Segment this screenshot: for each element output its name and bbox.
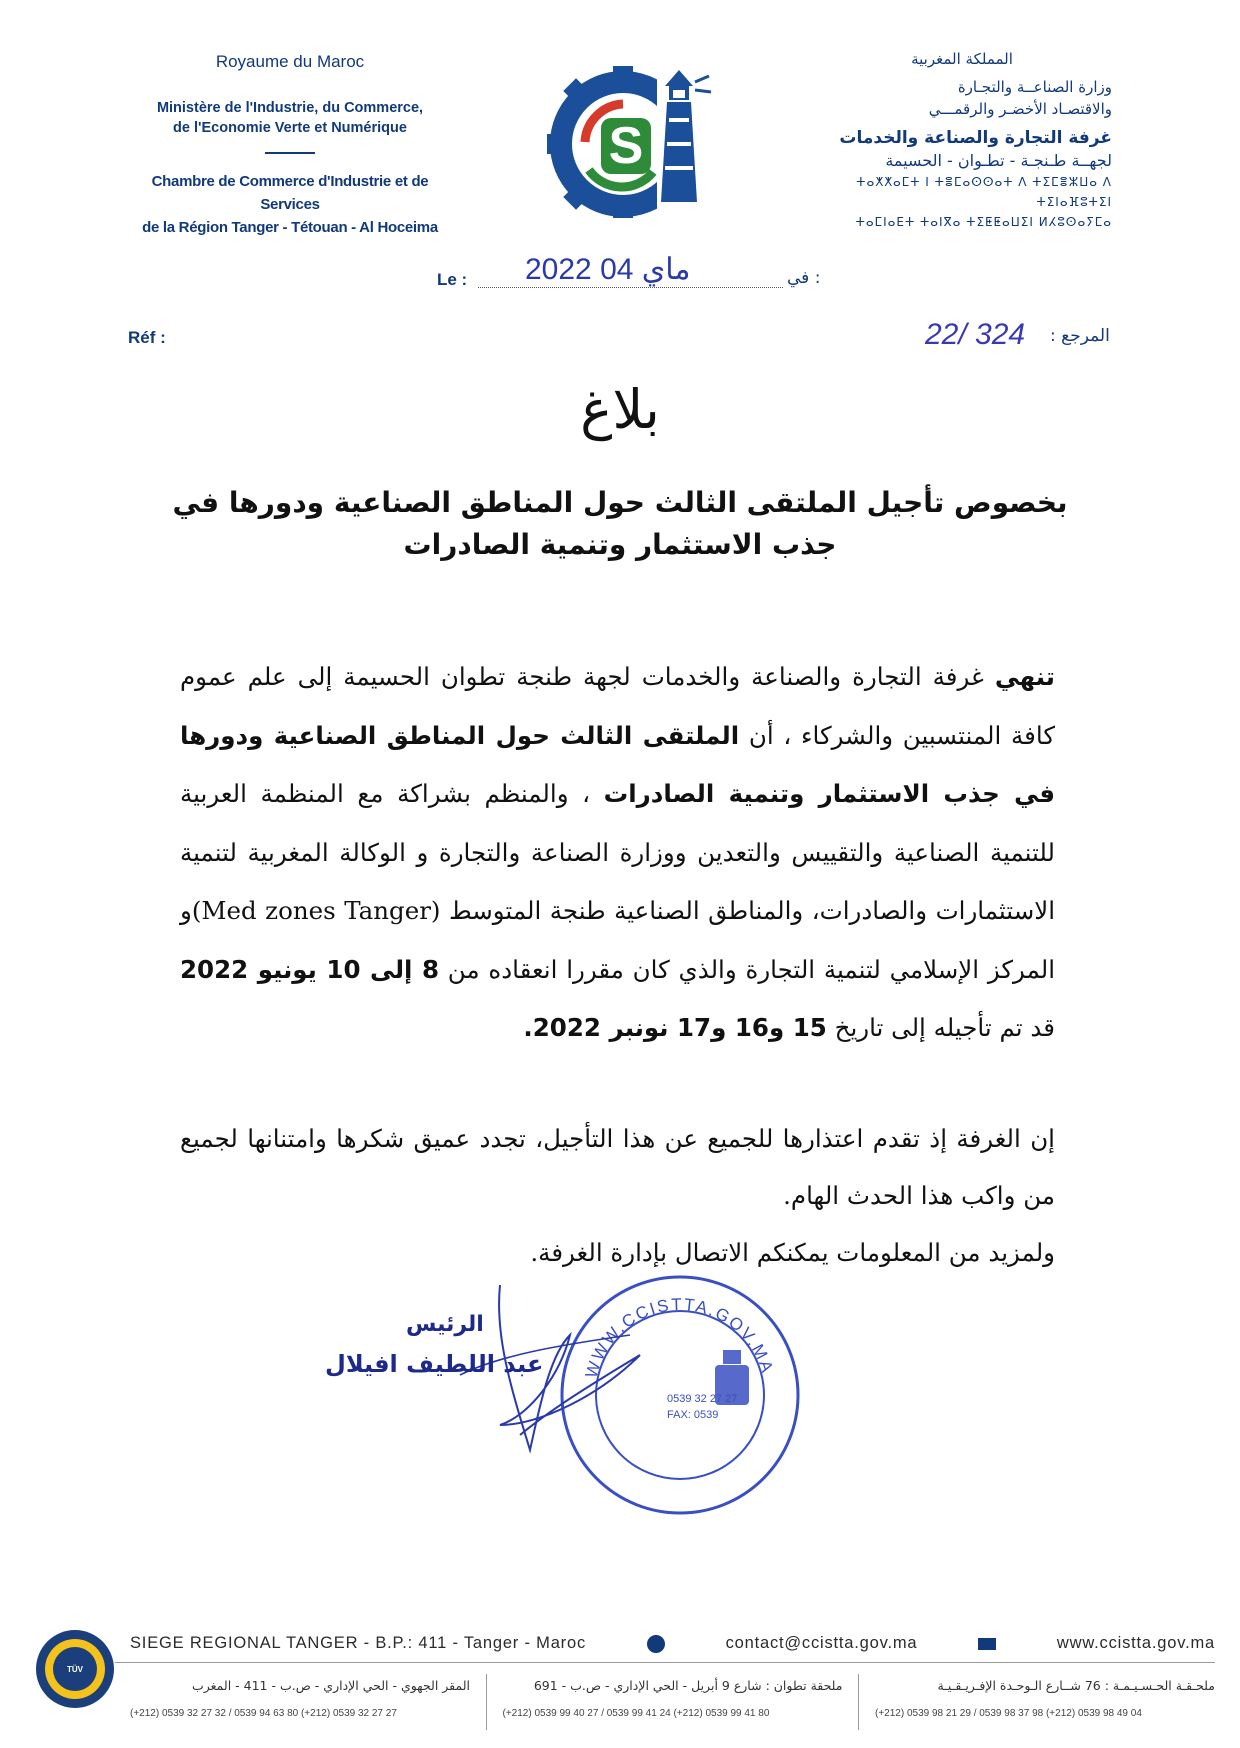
ref-label-ar: : المرجع — [1050, 326, 1110, 346]
date-handwritten: 2022 ماي 04 — [525, 253, 691, 286]
body-p1-b: ، والمنظم بشراكة مع المنظمة العربية للتنمية الصناعية والتقييس والتعدين ووزارة الصناعة والتجارة و الوكالة المغربية لتنمية الاستثمارات والصادرات، والمناطق الصناعية طنجة المتوسط (Med zones Tanger)و المركز الإسلامي لتنمية التجارة والذي كان مقررا انعقاده من — [180, 779, 1056, 984]
body-p1-c: قد تم تأجيله إلى تاريخ — [826, 1013, 1055, 1042]
office-tetouan-address: ملحقة تطوان : شارع 9 أبريل - الحي الإداري - ص.ب - 691 — [533, 1678, 843, 1693]
footer-column-separator — [858, 1674, 859, 1730]
body-event-name: الملتقى الثالث حول المناطق الصناعية ودورها في جذب الاستثمار وتنمية الصادرات — [180, 720, 1055, 808]
tifinagh-line1: ⵜⴰⵅⵅⴰⵎⵜ ⵏ ⵜⴻⵎⴰⵙⵙⴰⵜ ⴷ ⵜⵉⵎⴻⵣⵡⴰ ⴷ ⵜⵉⵏⴰⴼⵓⵜⵉⵏ — [856, 175, 1112, 209]
ministry-fr-line1: Ministère de l'Industrie, du Commerce, — [156, 100, 424, 116]
footer-divider — [115, 1662, 1215, 1663]
svg-text:S: S — [608, 117, 644, 175]
office-tanger-address: المقر الجهوي - الحي الإداري - ص.ب - 411 - المغرب — [191, 1678, 470, 1693]
ministry-ar-line2: والاقتصـاد الأخضـر والرقمـــي — [928, 100, 1112, 118]
ministry-fr-line2: de l'Economie Verte et Numérique — [173, 120, 407, 136]
ref-handwritten: 22/ 324 — [925, 318, 1026, 351]
body-new-dates: 15 و16 و17 نونبر 2022. — [523, 1013, 827, 1042]
chamber-logo-icon — [545, 52, 715, 222]
letterhead-ar — [812, 50, 1112, 232]
body-p1-a: غرفة التجارة والصناعة والخدمات لجهة طنجة تطوان الحسيمة إلى علم عموم كافة المنتسبين والشركاء ، أن — [180, 662, 1055, 750]
signatory-name: عبد اللطيف افيلال — [325, 1350, 544, 1378]
kingdom-ar: المملكة المغربية — [911, 50, 1013, 68]
chamber-fr-line2: de la Région Tanger - Tétouan - Al Hoceima — [142, 219, 438, 236]
stamp-tel: 0539 32 27 27 — [667, 1393, 738, 1405]
footer-office-hoceima — [875, 1672, 1215, 1730]
date-label-ar: في : — [787, 268, 821, 288]
body-paragraph-2 — [180, 1110, 1055, 1281]
footer-website[interactable]: www.ccistta.gov.ma — [1056, 1634, 1215, 1652]
body-contact: ولمزيد من المعلومات يمكنكم الاتصال بإدارة الغرفة. — [530, 1238, 1055, 1267]
chamber-ar-line2: لجهــة طـنجـة - تطـوان - الحسيمة — [885, 151, 1112, 170]
office-tetouan-phones: (+212) 0539 99 40 27 / 0539 99 41 24 (+212) 0539 99 41 80 — [502, 1708, 770, 1719]
office-hoceima-phones: (+212) 0539 98 21 29 / 0539 98 37 98 (+212) 0539 98 49 04 — [875, 1708, 1142, 1719]
ministry-ar-line1: وزارة الصناعــة والتجـارة — [957, 78, 1112, 96]
body-paragraph-1 — [180, 648, 1055, 1058]
document-subject: بخصوص تأجيل الملتقى الثالث حول المناطق الصناعية ودورها في جذب الاستثمار وتنمية الصادرات — [172, 486, 1068, 561]
kingdom-fr: Royaume du Maroc — [215, 52, 365, 71]
letterhead-fr — [130, 52, 450, 239]
footer-email[interactable]: contact@ccistta.gov.ma — [725, 1634, 918, 1652]
mail-icon — [978, 1638, 996, 1650]
iso-certification-badge — [34, 1628, 116, 1710]
stamp-fax: FAX: 0539 — [667, 1409, 719, 1421]
footer-office-tetouan — [503, 1672, 843, 1730]
office-hoceima-address: ملحـقـة الحـسـيـمـة : 76 شــارع الـوحـدة الإفـريـقـيـة — [937, 1678, 1215, 1693]
footer-contact-bar — [130, 1634, 1215, 1653]
date-label-fr: Le : — [437, 270, 468, 289]
footer-column-separator — [486, 1674, 487, 1730]
chamber-ar-line1: غرفة التجارة والصناعة والخدمات — [839, 128, 1112, 148]
body-lead: تنهي — [994, 662, 1055, 691]
svg-text:TÜV: TÜV — [67, 1665, 83, 1674]
chamber-fr-line1: Chambre de Commerce d'Industrie et de Services — [151, 173, 429, 213]
footer-office-tanger — [130, 1672, 470, 1730]
footer-siege: SIEGE REGIONAL TANGER - B.P.: 411 - Tanger - Maroc — [130, 1634, 587, 1652]
date-dotted-line — [478, 287, 783, 288]
body-original-dates: 8 إلى 10 يونيو 2022 — [180, 954, 440, 984]
header-divider — [265, 152, 315, 154]
document-title: بلاغ — [580, 378, 660, 441]
ref-label-fr: Réf : — [128, 328, 166, 347]
body-apology: إن الغرفة إذ تقدم اعتذارها للجميع عن هذا التأجيل، تجدد عميق شكرها وامتنانها لجميع من واكب هذا الحدث الهام. — [180, 1124, 1055, 1210]
office-tanger-phones: (+212) 0539 32 27 32 / 0539 94 63 80 (+212) 0539 32 27 27 — [130, 1708, 397, 1719]
footer-offices — [130, 1672, 1215, 1730]
globe-icon — [647, 1635, 665, 1653]
tifinagh-line2: ⵜⴰⵎⵏⴰⴹⵜ ⵜⴰⵏⴳⴰ ⵜⵉⵟⵟⴰⵡⵉⵏ ⵍⵃⵓⵙⴰⵢⵎⴰ — [855, 215, 1112, 229]
signatory-title: الرئيس — [406, 1312, 484, 1337]
stamp-website: WWW.CCISTTA.GOV.MA — [581, 1294, 778, 1381]
